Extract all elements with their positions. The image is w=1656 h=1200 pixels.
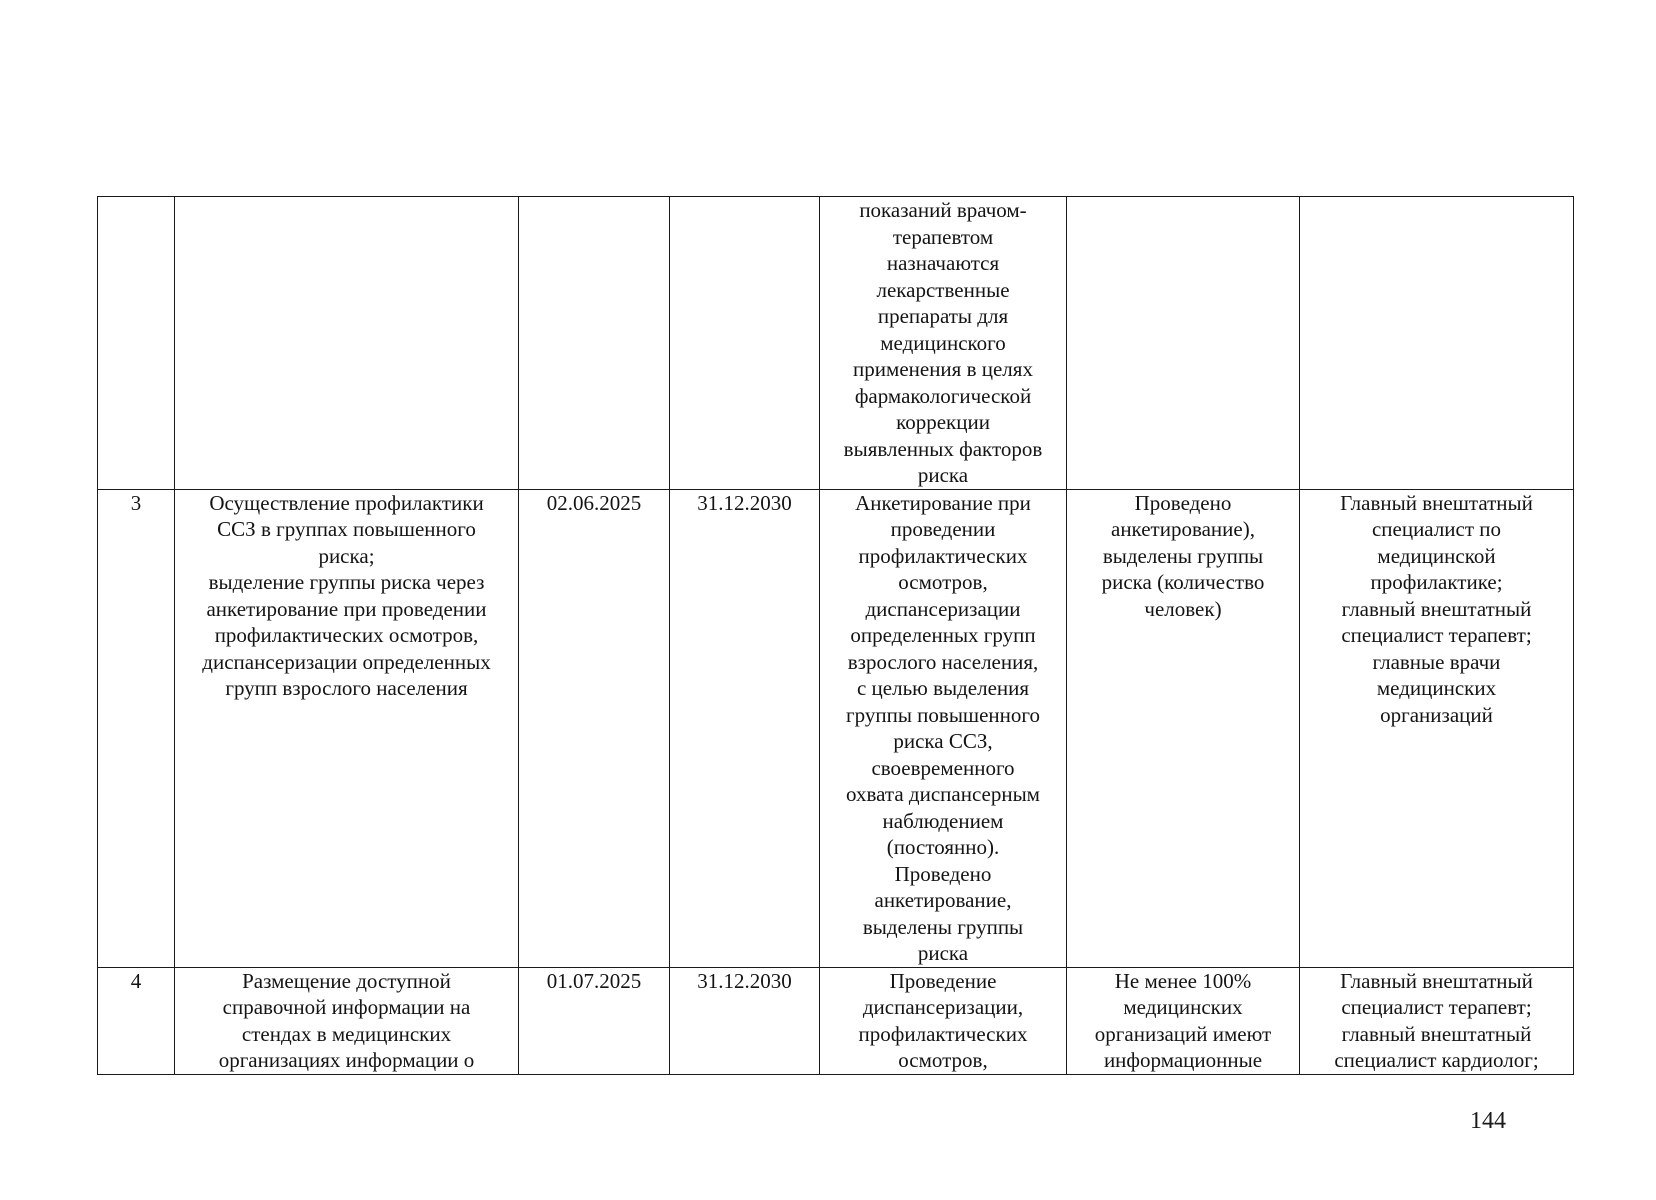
end-date-cell: 31.12.2030 — [670, 489, 820, 967]
table-row — [98, 489, 1574, 967]
description-cell: показаний врачом- терапевтом назначаются лекарственные препараты для медицинского применения в целях фармакологической коррекции выявленных факторов риска — [820, 197, 1067, 490]
page-number: 144 — [1470, 1108, 1506, 1134]
measure-cell: Осуществление профилактики ССЗ в группах повышенного риска; выделение группы риска через анкетирование при проведении профилактических осмотров, диспансеризации определенных групп взрослого населения — [175, 489, 519, 967]
responsible-cell — [1300, 197, 1574, 490]
responsible-cell: Главный внештатный специалист терапевт; главный внештатный специалист кардиолог; — [1300, 967, 1574, 1074]
row-number-cell — [98, 197, 175, 490]
table-row — [98, 197, 1574, 490]
measures-table — [97, 196, 1574, 1075]
row-number-cell: 4 — [98, 967, 175, 1074]
description-cell: Проведение диспансеризации, профилактических осмотров, — [820, 967, 1067, 1074]
end-date-cell: 31.12.2030 — [670, 967, 820, 1074]
end-date-cell — [670, 197, 820, 490]
start-date-cell: 01.07.2025 — [519, 967, 670, 1074]
measure-cell: Размещение доступной справочной информации на стендах в медицинских организациях информации о — [175, 967, 519, 1074]
description-cell: Анкетирование при проведении профилактических осмотров, диспансеризации определенных групп взрослого населения, с целью выделения группы повышенного риска ССЗ, своевременного охвата диспансерным наблюдением (постоянно). Проведено анкетирование, выделены группы риска — [820, 489, 1067, 967]
start-date-cell: 02.06.2025 — [519, 489, 670, 967]
responsible-cell: Главный внештатный специалист по медицинской профилактике; главный внештатный специалист терапевт; главные врачи медицинских организаций — [1300, 489, 1574, 967]
measure-cell — [175, 197, 519, 490]
row-number-cell: 3 — [98, 489, 175, 967]
start-date-cell — [519, 197, 670, 490]
result-cell: Проведено анкетирование), выделены группы риска (количество человек) — [1067, 489, 1300, 967]
result-cell — [1067, 197, 1300, 490]
result-cell: Не менее 100% медицинских организаций имеют информационные — [1067, 967, 1300, 1074]
table-row — [98, 967, 1574, 1074]
